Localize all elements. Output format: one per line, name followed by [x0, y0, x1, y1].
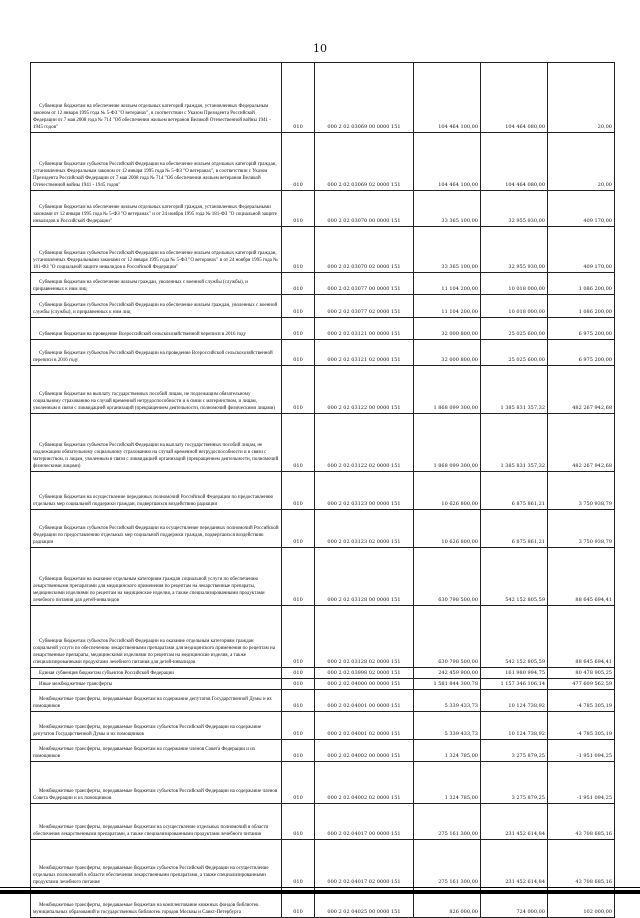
table-row [31, 318, 615, 340]
table-row [31, 63, 615, 133]
row-plan-amount: 1 868 099 300,00 [414, 366, 481, 414]
row-actual-amount: 3 275 879,25 [481, 762, 548, 804]
row-budget-code: 000 2 02 03123 02 0000 151 [315, 510, 414, 548]
row-plan-amount: 10 626 800,00 [414, 472, 481, 510]
row-budget-code: 000 2 02 03070 02 0000 151 [315, 227, 414, 273]
row-budget-code: 000 2 02 04001 00 0000 151 [315, 690, 414, 712]
row-admin-code: 010 [282, 340, 315, 366]
row-budget-code: 000 2 02 04002 00 0000 151 [315, 740, 414, 762]
table-row [31, 606, 615, 668]
row-actual-amount: 32 955 930,00 [481, 191, 548, 227]
row-admin-code: 010 [282, 63, 315, 133]
table-row [31, 510, 615, 548]
row-budget-code: 000 2 02 04002 02 0000 151 [315, 762, 414, 804]
row-name: Межбюджетные трансферты, передаваемые бюджетам на комплектование книжных фондов библиотек муниципальных образований и государственных библиотек городов Москвы и Санкт-Петербурга [31, 888, 282, 918]
row-name: Субвенции бюджетам субъектов Российской Федерации на обеспечение жильем граждан, уволенных с военной службы (службы), и приравненных к ним лиц [31, 295, 282, 318]
row-actual-amount: 25 025 600,00 [481, 318, 548, 340]
row-name: Субвенции бюджетам на обеспечение жильем отдельных категорий граждан, установленных Федеральным законом от 12 января 1995 года № 5-ФЗ "О ветеранах", в соответствии с Указом Президента Российской Федерации от 7 мая 2008 года № 714 "Об обеспечении жильем ветеранов Великой Отечественной войны 1941 - 1945 годов" [31, 63, 282, 133]
row-budget-code: 000 2 02 04017 00 0000 151 [315, 804, 414, 840]
row-name: Субвенции бюджетам субъектов Российской Федерации на проведение Всероссийской сельскохозяйственной переписи в 2016 году [31, 340, 282, 366]
row-admin-code: 010 [282, 888, 315, 918]
row-admin-code: 010 [282, 366, 315, 414]
row-difference: 482 267 942,68 [548, 414, 615, 472]
row-actual-amount: 1 385 831 357,32 [481, 414, 548, 472]
row-difference: 102 000,00 [548, 888, 615, 918]
row-difference: 43 708 685,16 [548, 840, 615, 888]
row-actual-amount: 724 000,00 [481, 888, 548, 918]
row-difference: -4 785 305,19 [548, 712, 615, 740]
row-name: Межбюджетные трансферты, передаваемые бюджетам субъектов Российской Федерации на содержание депутатов Государственной Думы и их помощников [31, 712, 282, 740]
row-difference: 1 086 200,00 [548, 273, 615, 295]
row-plan-amount: 10 626 800,00 [414, 510, 481, 548]
row-difference: 482 267 942,68 [548, 366, 615, 414]
row-budget-code: 000 2 02 03069 00 0000 151 [315, 63, 414, 133]
row-plan-amount: 5 339 433,73 [414, 690, 481, 712]
row-admin-code: 010 [282, 318, 315, 340]
row-budget-code: 000 2 02 03077 02 0000 151 [315, 295, 414, 318]
row-actual-amount: 161 980 994,75 [481, 668, 548, 679]
row-actual-amount: 542 152 805,59 [481, 606, 548, 668]
table-row [31, 740, 615, 762]
row-difference: 80 478 905,25 [548, 668, 615, 679]
row-admin-code: 010 [282, 227, 315, 273]
table-row [31, 679, 615, 690]
row-actual-amount: 6 875 861,21 [481, 510, 548, 548]
row-difference: -1 951 094,25 [548, 762, 615, 804]
row-actual-amount: 104 464 080,00 [481, 133, 548, 191]
table-row [31, 712, 615, 740]
table-row [31, 548, 615, 606]
row-difference: 88 645 694,41 [548, 548, 615, 606]
row-plan-amount: 1 324 785,00 [414, 762, 481, 804]
table-row [31, 840, 615, 888]
row-plan-amount: 33 365 100,00 [414, 227, 481, 273]
row-budget-code: 000 2 02 04001 02 0000 151 [315, 712, 414, 740]
row-difference: 1 086 200,00 [548, 295, 615, 318]
row-name: Единая субвенция бюджетам субъектов Российской Федерации [31, 668, 282, 679]
budget-table [30, 62, 615, 918]
row-admin-code: 010 [282, 295, 315, 318]
row-actual-amount: 25 025 600,00 [481, 340, 548, 366]
table-row [31, 366, 615, 414]
row-actual-amount: 3 275 879,25 [481, 740, 548, 762]
row-plan-amount: 275 161 300,00 [414, 840, 481, 888]
row-actual-amount: 32 955 930,00 [481, 227, 548, 273]
row-difference: -4 785 305,19 [548, 690, 615, 712]
row-actual-amount: 10 018 000,00 [481, 295, 548, 318]
row-name: Субвенции бюджетам субъектов Российской Федерации на оказание отдельным категориям граждан социальной услуги по обеспечению лекарственными препаратами для медицинского применения по рецептам на лекарственные препараты, медицинскими изделиями по рецептам на медицинские изделия, а также специализированными продуктами лечебного питания для детей-инвалидов [31, 606, 282, 668]
row-admin-code: 010 [282, 133, 315, 191]
row-difference: 409 170,00 [548, 191, 615, 227]
page-number: 10 [313, 42, 327, 55]
row-admin-code: 010 [282, 510, 315, 548]
row-actual-amount: 1 157 346 106,14 [481, 679, 548, 690]
row-difference: -1 951 094,25 [548, 740, 615, 762]
row-difference: 409 170,00 [548, 227, 615, 273]
row-admin-code: 010 [282, 740, 315, 762]
table-row [31, 804, 615, 840]
row-difference: 6 975 200,00 [548, 318, 615, 340]
row-difference: 6 975 200,00 [548, 340, 615, 366]
row-name: Межбюджетные трансферты, передаваемые бюджетам на содержание членов Совета Федерации и их помощников [31, 740, 282, 762]
table-row [31, 762, 615, 804]
row-budget-code: 000 2 02 03128 00 0000 151 [315, 548, 414, 606]
row-budget-code: 000 2 02 03121 00 0000 151 [315, 318, 414, 340]
row-difference: 3 750 938,79 [548, 510, 615, 548]
table-row [31, 295, 615, 318]
table-row [31, 191, 615, 227]
row-actual-amount: 231 452 614,84 [481, 840, 548, 888]
row-plan-amount: 630 798 500,00 [414, 548, 481, 606]
row-actual-amount: 10 018 000,00 [481, 273, 548, 295]
bottom-rule-thin [0, 887, 640, 888]
row-plan-amount: 242 459 900,00 [414, 668, 481, 679]
row-budget-code: 000 2 02 03069 02 0000 151 [315, 133, 414, 191]
row-admin-code: 010 [282, 472, 315, 510]
row-admin-code: 010 [282, 679, 315, 690]
row-admin-code: 010 [282, 414, 315, 472]
row-name: Межбюджетные трансферты, передаваемые бюджетам на содержание депутатов Государственной Думы и их помощников [31, 690, 282, 712]
row-plan-amount: 5 339 433,73 [414, 712, 481, 740]
row-budget-code: 000 2 02 04000 00 0000 151 [315, 679, 414, 690]
row-admin-code: 010 [282, 606, 315, 668]
row-budget-code: 000 2 02 03070 00 0000 151 [315, 191, 414, 227]
table-row [31, 414, 615, 472]
row-plan-amount: 33 365 100,00 [414, 191, 481, 227]
row-name: Иные межбюджетные трансферты [31, 679, 282, 690]
row-name: Субвенции бюджетам субъектов Российской Федерации на осуществление переданных полномочий Российской Федерации по предоставлению отдельных мер социальной поддержки граждан, подвергшихся воздействию радиации [31, 510, 282, 548]
row-plan-amount: 32 000 800,00 [414, 318, 481, 340]
row-name: Субвенции бюджетам на обеспечение жильем граждан, уволенных с военной службы (службы), и приравненных к ним лиц [31, 273, 282, 295]
table-row [31, 227, 615, 273]
table-row [31, 133, 615, 191]
row-budget-code: 000 2 02 03998 02 0000 151 [315, 668, 414, 679]
row-actual-amount: 1 385 831 357,32 [481, 366, 548, 414]
row-actual-amount: 10 124 738,92 [481, 690, 548, 712]
row-budget-code: 000 2 02 03128 02 0000 151 [315, 606, 414, 668]
row-admin-code: 010 [282, 548, 315, 606]
bottom-rule-thick [0, 890, 640, 894]
row-plan-amount: 11 104 200,00 [414, 273, 481, 295]
row-name: Субвенции бюджетам субъектов Российской Федерации на выплату государственных пособий лицам, не подлежащим обязательному социальному страхованию на случай временной нетрудоспособности и в связи с материнством, и лицам, уволенным в связи с ликвидацией организаций (прекращением деятельности, полномочий физическими лицами) [31, 414, 282, 472]
row-difference: 20,00 [548, 63, 615, 133]
row-actual-amount: 6 875 861,21 [481, 472, 548, 510]
row-plan-amount: 1 868 099 300,00 [414, 414, 481, 472]
row-admin-code: 010 [282, 273, 315, 295]
row-budget-code: 000 2 02 03122 00 0000 151 [315, 366, 414, 414]
row-difference: 43 708 685,16 [548, 804, 615, 840]
table-row [31, 273, 615, 295]
row-plan-amount: 1 324 785,00 [414, 740, 481, 762]
row-name: Межбюджетные трансферты, передаваемые бюджетам субъектов Российской Федерации на содержание членов Совета Федерации и их помощников [31, 762, 282, 804]
row-difference: 88 645 694,41 [548, 606, 615, 668]
row-plan-amount: 32 000 800,00 [414, 340, 481, 366]
row-actual-amount: 542 152 805,59 [481, 548, 548, 606]
row-plan-amount: 104 464 100,00 [414, 63, 481, 133]
row-budget-code: 000 2 02 03121 02 0000 151 [315, 340, 414, 366]
row-budget-code: 000 2 02 04025 00 0000 151 [315, 888, 414, 918]
row-difference: 20,00 [548, 133, 615, 191]
row-difference: 3 750 938,79 [548, 472, 615, 510]
row-plan-amount: 275 161 300,00 [414, 804, 481, 840]
row-budget-code: 000 2 02 03123 00 0000 151 [315, 472, 414, 510]
row-plan-amount: 1 581 844 300,78 [414, 679, 481, 690]
row-budget-code: 000 2 02 03077 00 0000 151 [315, 273, 414, 295]
row-name: Субвенции бюджетам на осуществление переданных полномочий Российской Федерации по предоставлению отдельных мер социальной поддержки граждан, подвергшихся воздействию радиации [31, 472, 282, 510]
row-plan-amount: 11 104 200,00 [414, 295, 481, 318]
row-name: Субвенции бюджетам на проведение Всероссийской сельскохозяйственной переписи в 2016 году [31, 318, 282, 340]
row-actual-amount: 231 452 614,84 [481, 804, 548, 840]
row-name: Субвенции бюджетам на выплату государственных пособий лицам, не подлежащим обязательному социальному страхованию на случай временной нетрудоспособности и в связи с материнством, и лицам, уволенным в связи с ликвидацией организаций (прекращением деятельности, полномочий физическими лицами) [31, 366, 282, 414]
row-admin-code: 010 [282, 712, 315, 740]
row-budget-code: 000 2 02 03122 02 0000 151 [315, 414, 414, 472]
row-name: Субвенции бюджетам субъектов Российской Федерации на обеспечение жильем отдельных категорий граждан, установленных Федеральными законами от 12 января 1995 года № 5-ФЗ "О ветеранах" и от 24 ноября 1995 года № 181-ФЗ "О социальной защите инвалидов в Российской Федерации" [31, 227, 282, 273]
row-admin-code: 010 [282, 690, 315, 712]
row-admin-code: 010 [282, 840, 315, 888]
row-plan-amount: 826 000,00 [414, 888, 481, 918]
row-admin-code: 010 [282, 804, 315, 840]
table-row [31, 668, 615, 679]
row-name: Субвенции бюджетам субъектов Российской Федерации на обеспечение жильем отдельных категорий граждан, установленных Федеральным законом от 12 января 1995 года № 5-ФЗ "О ветеранах", в соответствии с Указом Президента Российской Федерации от 7 мая 2008 года № 714 "Об обеспечении жильем ветеранов Великой Отечественной войны 1941 - 1945 годов" [31, 133, 282, 191]
table-row [31, 340, 615, 366]
row-difference: 477 609 562,59 [548, 679, 615, 690]
row-plan-amount: 104 464 100,00 [414, 133, 481, 191]
table-row [31, 472, 615, 510]
row-actual-amount: 104 464 080,00 [481, 63, 548, 133]
row-budget-code: 000 2 02 04017 02 0000 151 [315, 840, 414, 888]
row-name: Межбюджетные трансферты, передаваемые бюджетам субъектов Российской Федерации на осуществление отдельных полномочий в области обеспечения лекарственными препаратами, а также специализированными продуктами лечебного питания [31, 840, 282, 888]
row-admin-code: 010 [282, 191, 315, 227]
row-name: Межбюджетные трансферты, передаваемые бюджетам на осуществление отдельных полномочий в области обеспечения лекарственными препаратами, а также специализированными продуктами лечебного питания [31, 804, 282, 840]
row-name: Субвенции бюджетам на обеспечение жильем отдельных категорий граждан, установленных Федеральными законами от 12 января 1995 года № 5-ФЗ "О ветеранах" и от 24 ноября 1995 года № 181-ФЗ "О социальной защите инвалидов в Российской Федерации" [31, 191, 282, 227]
row-admin-code: 010 [282, 762, 315, 804]
row-actual-amount: 10 124 738,92 [481, 712, 548, 740]
row-plan-amount: 630 798 500,00 [414, 606, 481, 668]
table-row [31, 690, 615, 712]
row-name: Субвенции бюджетам на оказание отдельным категориям граждан социальной услуги по обеспечению лекарственными препаратами для медицинского применения по рецептам на лекарственные препараты, медицинскими изделиями по рецептам на медицинские изделия, а также специализированными продуктами лечебного питания для детей-инвалидов [31, 548, 282, 606]
row-admin-code: 010 [282, 668, 315, 679]
